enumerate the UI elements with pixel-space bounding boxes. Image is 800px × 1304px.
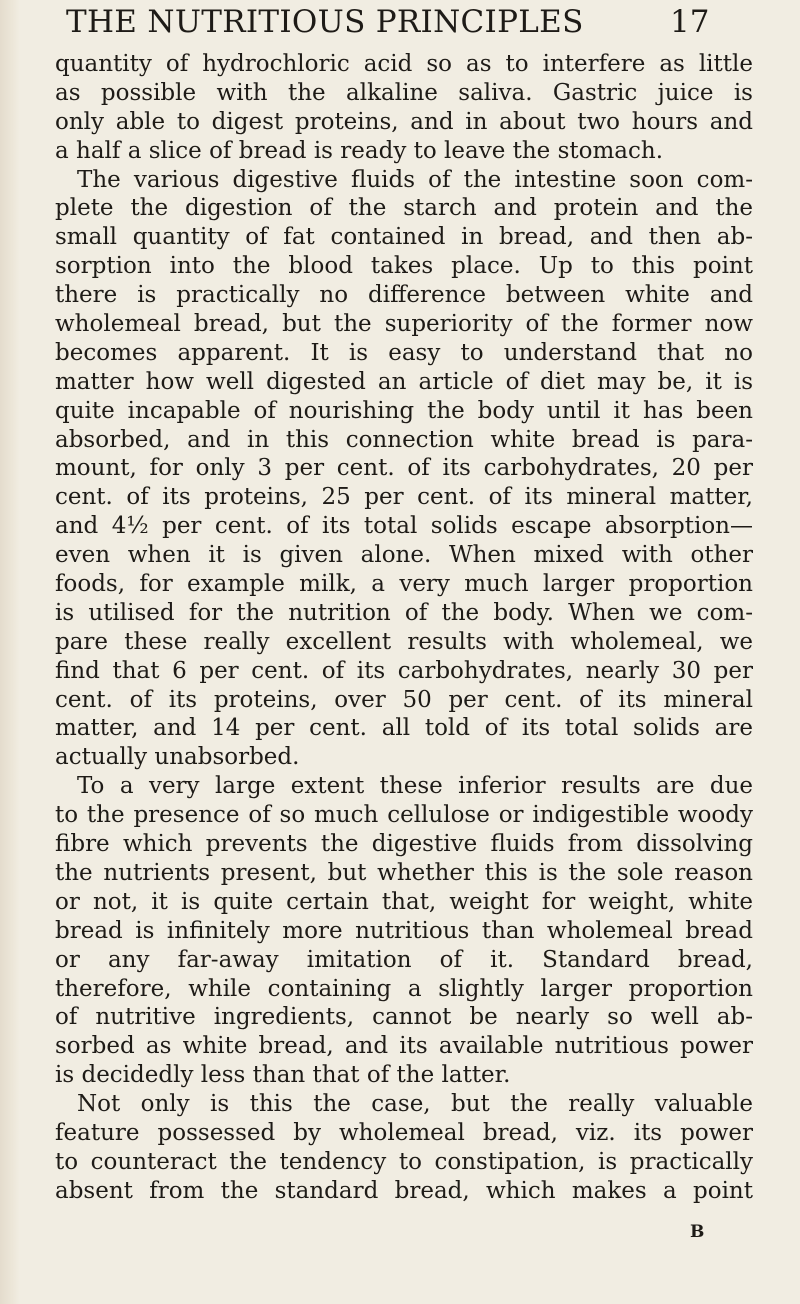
text-line: matter, and 14 per cent. all told of its total solids are — [55, 715, 753, 742]
text-line: matter how well digested an article of diet may be, it is — [55, 368, 753, 395]
page-number: 17 — [670, 4, 710, 40]
text-line: to the presence of so much cellulose or indigestible woody — [55, 802, 753, 829]
body-text — [55, 50, 753, 1206]
text-line: pare these really excellent results with wholemeal, we — [55, 628, 753, 655]
text-line: feature possessed by wholemeal bread, viz. its power — [55, 1119, 753, 1146]
text-line: only able to digest proteins, and in about two hours and — [55, 108, 753, 135]
text-line: sorption into the blood takes place. Up to this point — [55, 253, 753, 280]
text-line: quantity of hydrochloric acid so as to interfere as little — [55, 51, 753, 77]
text-line: The various digestive fluids of the intestine soon com- — [77, 166, 753, 193]
text-line: or not, it is quite certain that, weight for weight, white — [55, 888, 753, 915]
text-line: and 4½ per cent. of its total solids escape absorption— — [55, 513, 753, 540]
text-line: actually unabsorbed. — [55, 744, 300, 771]
text-line: is decidedly less than that of the latter. — [55, 1062, 511, 1089]
text-line: Not only is this the case, but the really valuable — [77, 1091, 753, 1118]
text-line: cent. of its proteins, over 50 per cent. of its mineral — [55, 686, 753, 713]
text-line: to counteract the tendency to constipation, is practically — [55, 1148, 753, 1175]
text-line: plete the digestion of the starch and protein and the — [55, 195, 753, 222]
text-line: even when it is given alone. When mixed with other — [55, 542, 753, 569]
text-line: absent from the standard bread, which makes a point — [55, 1177, 753, 1204]
text-line: absorbed, and in this connection white bread is para- — [55, 426, 753, 453]
text-line: as possible with the alkaline saliva. Gastric juice is — [55, 79, 753, 106]
text-line: quite incapable of nourishing the body until it has been — [55, 397, 753, 424]
text-line: To a very large extent these inferior results are due — [77, 773, 753, 800]
signature-mark: B — [690, 1222, 705, 1242]
text-line: cent. of its proteins, 25 per cent. of its mineral matter, — [55, 484, 753, 511]
text-line: is utilised for the nutrition of the body. When we com- — [55, 599, 753, 626]
text-line: sorbed as white bread, and its available nutritious power — [55, 1033, 753, 1060]
text-line: fibre which prevents the digestive fluids from dissolving — [55, 831, 753, 858]
text-line: there is practically no difference between white and — [55, 282, 753, 309]
text-line: the nutrients present, but whether this is the sole reason — [55, 859, 753, 886]
text-line: or any far-away imitation of it. Standard bread, — [55, 946, 753, 973]
text-line: find that 6 per cent. of its carbohydrates, nearly 30 per — [55, 657, 753, 684]
text-line: small quantity of fat contained in bread, and then ab- — [55, 224, 753, 251]
text-line: foods, for example milk, a very much larger proportion — [55, 571, 753, 598]
page-gutter-shadow — [0, 0, 20, 1304]
text-line: wholemeal bread, but the superiority of the former now — [55, 311, 753, 338]
text-line: mount, for only 3 per cent. of its carbohydrates, 20 per — [55, 455, 753, 482]
text-line: a half a slice of bread is ready to leave the stomach. — [55, 137, 664, 164]
text-line: becomes apparent. It is easy to understand that no — [55, 339, 753, 366]
text-line: therefore, while containing a slightly larger proportion — [55, 975, 753, 1002]
text-line: of nutritive ingredients, cannot be nearly so well ab- — [55, 1004, 753, 1031]
text-line: bread is infinitely more nutritious than wholemeal bread — [55, 917, 753, 944]
running-head: THE NUTRITIOUS PRINCIPLES — [66, 4, 584, 40]
